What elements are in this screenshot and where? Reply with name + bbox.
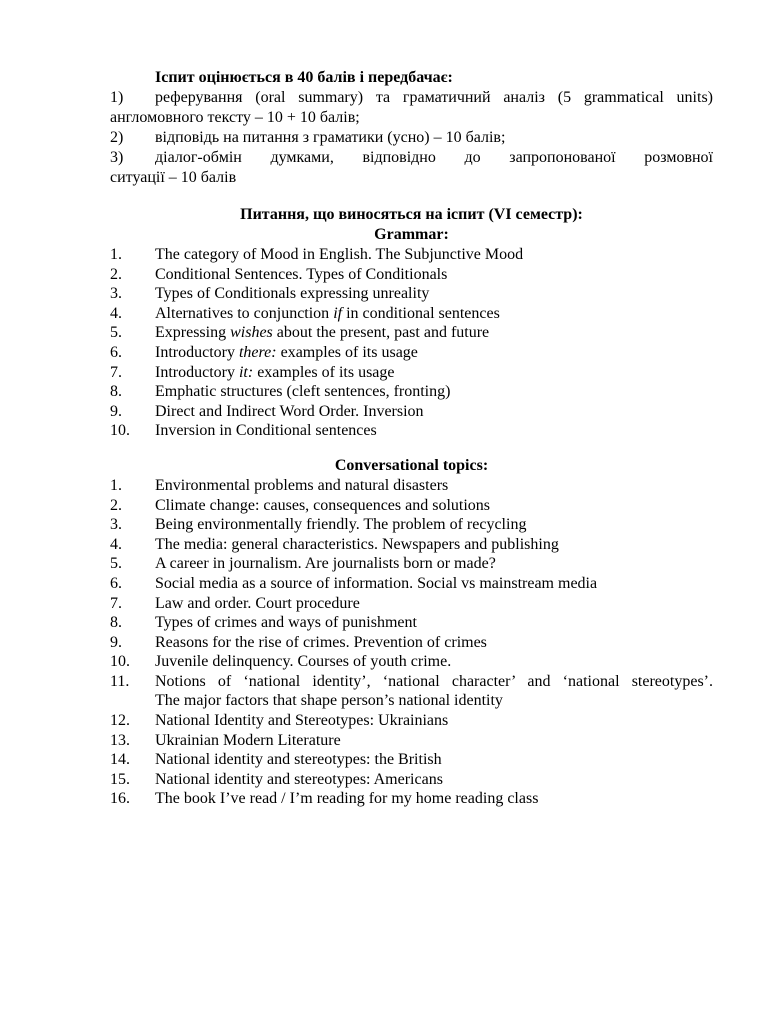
grammar-item-text-part: Alternatives to conjunction <box>155 304 334 322</box>
topic-item-number: 6. <box>110 574 122 592</box>
grammar-item-italic-text: if <box>333 304 343 322</box>
grammar-item-text <box>155 323 713 343</box>
grammar-item <box>110 421 713 441</box>
grammar-item <box>110 323 713 343</box>
grammar-item-text-part: Emphatic structures (cleft sentences, fronting) <box>155 383 451 401</box>
topic-item-text: Social media as a source of information. Social vs mainstream media <box>155 574 598 592</box>
intro-item-text-line2: англомовного тексту – 10 + 10 балів; <box>110 109 360 126</box>
topic-item-number: 14. <box>110 751 130 769</box>
grammar-item-italic-text: wishes <box>230 324 273 342</box>
topic-item <box>110 672 713 711</box>
grammar-item-text <box>155 284 713 304</box>
topic-item-number: 15. <box>110 770 130 788</box>
grammar-item-number: 4. <box>110 304 122 322</box>
grammar-item-text <box>155 265 713 285</box>
topic-item-number: 11. <box>110 672 130 690</box>
topic-item-text: Juvenile delinquency. Courses of youth crime. <box>155 653 452 671</box>
grammar-item <box>110 402 713 422</box>
grammar-title: Grammar: <box>374 226 449 243</box>
grammar-list <box>110 245 713 441</box>
topic-item-number: 16. <box>110 790 130 808</box>
topic-item-text: Ukrainian Modern Literature <box>155 731 341 749</box>
topic-item <box>110 574 713 594</box>
grammar-item-text-part: Introductory <box>155 363 239 381</box>
grammar-item-text-part: examples of its usage <box>253 363 395 381</box>
grammar-item <box>110 245 713 265</box>
intro-item-text-line1: реферування (oral summary) та граматичний аналіз (5 grammatical units) <box>155 89 713 106</box>
grammar-item-text-part: Types of Conditionals expressing unreality <box>155 285 430 303</box>
grammar-item-text-part: examples of its usage <box>276 343 418 361</box>
topic-item-text: Being environmentally friendly. The problem of recycling <box>155 516 527 534</box>
topic-item-text-line1: Notions of ‘national identity’, ‘national character’ and ‘national stereotypes’. <box>155 672 713 690</box>
document-page <box>110 68 713 809</box>
grammar-item-number: 6. <box>110 343 122 361</box>
exam-questions-title: Питання, що виносяться на іспит (VI семестр): <box>240 206 583 223</box>
intro-item-1 <box>110 88 713 128</box>
topic-item-text: Types of crimes and ways of punishment <box>155 614 417 632</box>
grammar-item-text-part: The category of Mood in English. The Subjunctive Mood <box>155 246 524 263</box>
topic-item-text: Climate change: causes, consequences and solutions <box>155 496 491 514</box>
topic-item <box>110 789 713 809</box>
grammar-item <box>110 343 713 363</box>
intro-item-text-line1: відповідь на питання з граматики (усно) – 10 балів; <box>155 129 506 146</box>
topic-item-text: Law and order. Court procedure <box>155 594 360 612</box>
topic-item-number: 9. <box>110 633 122 651</box>
topic-item <box>110 750 713 770</box>
topic-item-number: 13. <box>110 731 130 749</box>
grammar-item-number: 5. <box>110 324 122 342</box>
topic-item <box>110 535 713 555</box>
grammar-item-text <box>155 421 713 441</box>
topic-item-number: 7. <box>110 594 122 612</box>
topic-item <box>110 770 713 790</box>
grammar-item-text <box>155 343 713 363</box>
grammar-item-number: 7. <box>110 363 122 381</box>
grammar-item-text-part: Inversion in Conditional sentences <box>155 422 377 440</box>
topic-item <box>110 711 713 731</box>
grammar-item <box>110 304 713 324</box>
topic-item-text: The media: general characteristics. Newspapers and publishing <box>155 535 559 553</box>
topic-item-text: A career in journalism. Are journalists born or made? <box>155 555 496 573</box>
topic-item-text <box>155 672 713 711</box>
intro-item-number: 3) <box>110 149 124 166</box>
topic-item <box>110 652 713 672</box>
topic-item <box>110 476 713 496</box>
topic-item-text: National identity and stereotypes: Americans <box>155 770 443 788</box>
grammar-item-text <box>155 363 713 383</box>
topic-item <box>110 594 713 614</box>
intro-item-number: 2) <box>110 129 124 146</box>
conversational-topics-title: Conversational topics: <box>334 456 489 474</box>
topic-item-text-line2: The major factors that shape person’s national identity <box>155 692 503 710</box>
grammar-item-text <box>155 402 713 422</box>
grammar-item-text <box>155 304 713 324</box>
topic-item-number: 3. <box>110 516 122 534</box>
topic-item-number: 12. <box>110 712 130 730</box>
grammar-item-text-part: Expressing <box>155 324 231 342</box>
grammar-item-text-part: in conditional sentences <box>342 304 500 322</box>
topic-item <box>110 633 713 653</box>
grammar-item <box>110 363 713 383</box>
grammar-item-number: 10. <box>110 422 130 440</box>
topic-item <box>110 613 713 633</box>
grammar-item-text-part: Conditional Sentences. Types of Conditionals <box>155 265 448 283</box>
intro-item-text-line2: ситуації – 10 балів <box>110 169 237 186</box>
topic-item-text: Reasons for the rise of crimes. Prevention of crimes <box>155 633 487 651</box>
topic-item <box>110 515 713 535</box>
topic-item-number: 10. <box>110 653 130 671</box>
topic-item <box>110 496 713 516</box>
topic-item-text: National identity and stereotypes: the British <box>155 751 442 769</box>
grammar-item-text-part: Introductory <box>155 343 239 361</box>
topic-item-number: 4. <box>110 535 122 553</box>
topic-item-number: 5. <box>110 555 122 573</box>
topic-item <box>110 554 713 574</box>
grammar-item-italic-text: it: <box>238 363 254 381</box>
grammar-item <box>110 265 713 285</box>
grammar-item-number: 1. <box>110 246 122 263</box>
intro-item-number: 1) <box>110 89 124 106</box>
grammar-item-number: 2. <box>110 265 122 283</box>
topic-item-number: 8. <box>110 614 122 632</box>
intro-item-3 <box>110 148 713 188</box>
intro-title: Іспит оцінюється в 40 балів і передбачає: <box>155 69 453 86</box>
topic-item-number: 1. <box>110 476 122 494</box>
grammar-item-text-part: about the present, past and future <box>272 324 490 342</box>
intro-item-2 <box>110 128 713 148</box>
grammar-item-italic-text: there: <box>238 343 277 361</box>
grammar-item-text-part: Direct and Indirect Word Order. Inversion <box>155 402 424 420</box>
intro-item-text-line1: діалог-обмін думками, відповідно до запропонованої розмовної <box>155 149 713 166</box>
grammar-item-text <box>155 382 713 402</box>
topic-item-text: National Identity and Stereotypes: Ukrainians <box>155 712 449 730</box>
grammar-item-number: 8. <box>110 383 122 401</box>
topic-item-number: 2. <box>110 496 122 514</box>
conversational-list <box>110 476 713 809</box>
grammar-item-number: 9. <box>110 402 122 420</box>
topic-item-text: Environmental problems and natural disasters <box>155 476 449 494</box>
grammar-item <box>110 284 713 304</box>
grammar-item <box>110 382 713 402</box>
grammar-item-text <box>155 245 713 265</box>
topic-item <box>110 731 713 751</box>
grammar-item-number: 3. <box>110 285 122 303</box>
topic-item-text: The book I’ve read / I’m reading for my home reading class <box>155 790 539 808</box>
